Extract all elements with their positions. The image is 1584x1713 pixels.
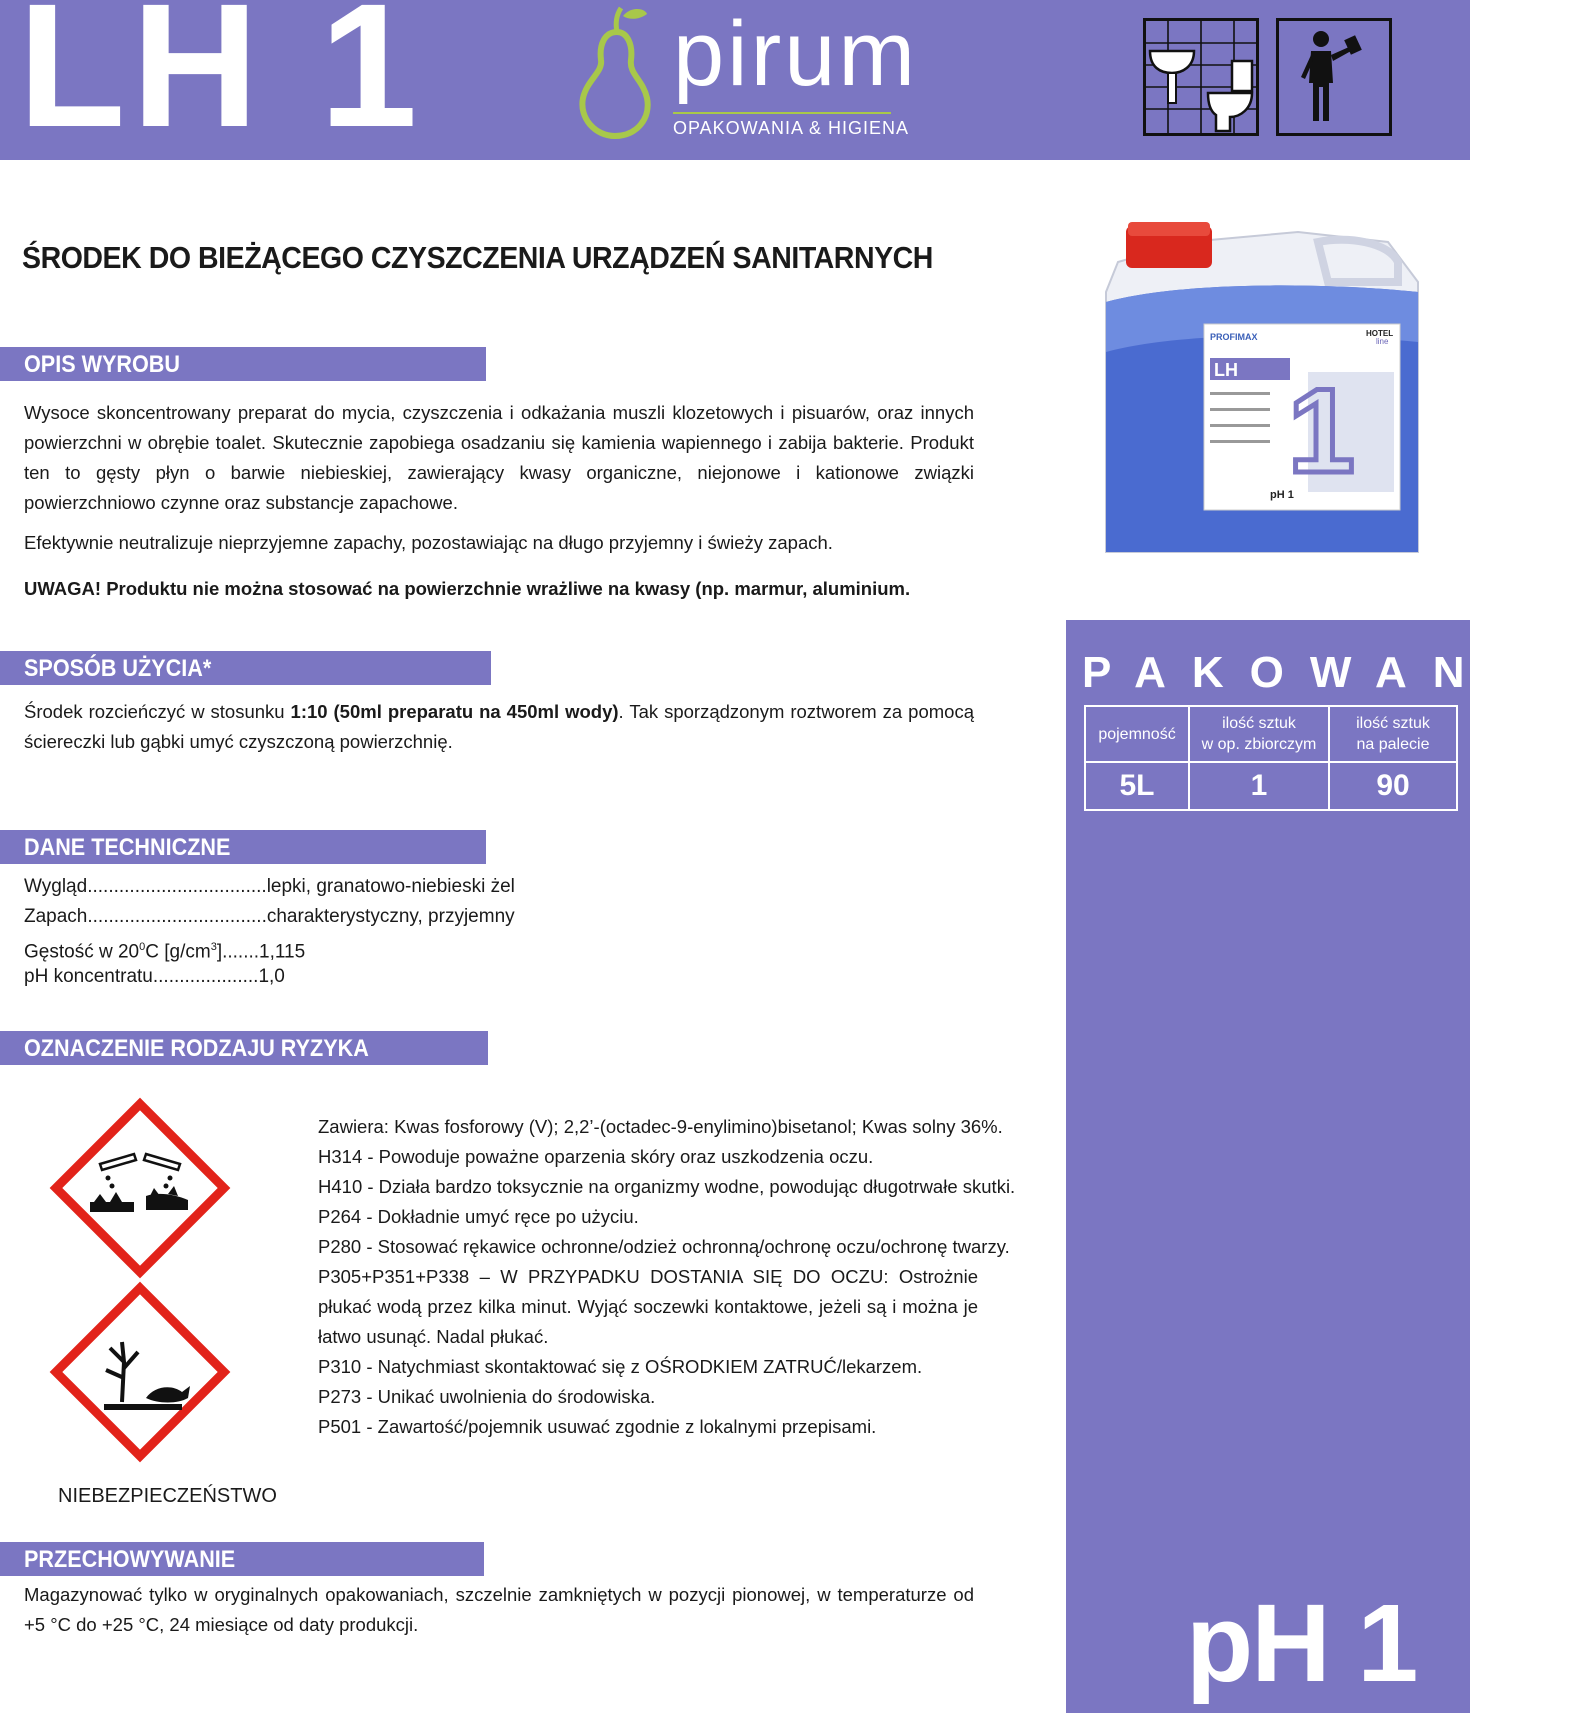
- product-canister-image: [1098, 222, 1428, 572]
- tech-superscript: 0: [139, 941, 146, 953]
- tech-leader: .......: [222, 941, 260, 963]
- page-title: ŚRODEK DO BIEŻĄCEGO CZYSZCZENIA URZĄDZEŃ SANITARNYCH: [22, 240, 933, 275]
- usage-text-start: Środek rozcieńczyć w stosunku: [24, 701, 291, 722]
- tech-superscript: 3: [210, 941, 217, 953]
- canister-brand: PROFIMAX: [1210, 332, 1258, 342]
- storage-text: Magazynować tylko w oryginalnych opakowaniach, szczelnie zamkniętych w pozycji pionowej, w temperaturze od +5 °C do +25 °C, 24 miesiące od daty produkcji.: [24, 1584, 974, 1635]
- col-box-header: [1189, 706, 1329, 762]
- canister-line-sub: line: [1376, 337, 1389, 346]
- toilet-sink-icon: [1143, 18, 1259, 136]
- dilution-ratio: 1:10 (50ml preparatu na 450ml wody): [290, 701, 619, 722]
- section-heading: SPOSÓB UŻYCIA*: [24, 655, 212, 682]
- section-heading: PRZECHOWYWANIE: [24, 1546, 236, 1573]
- description-paragraph: Wysoce skoncentrowany preparat do mycia, czyszczenia i odkażania muszli klozetowych i pisuarów, oraz innych powierzchni w obrębie toalet. Skutecznie zapobiega osadzaniu się kamienia wapiennego i zabija bakterie. Produkt ten to gęsty płyn o barwie niebieskiej, zawierający kwasy organiczne, niejonowe i kationowe związki powierzchniowo czynne oraz substancje zapachowe.: [24, 402, 974, 513]
- tech-label: pH koncentratu: [24, 966, 153, 987]
- usage-text: [24, 697, 974, 757]
- section-bar-storage: [0, 1542, 484, 1576]
- section-bar-description: [0, 347, 486, 381]
- tech-label: Gęstość w 20: [24, 941, 140, 963]
- tech-label: Wygląd: [24, 876, 88, 897]
- box-qty-value: 1: [1189, 762, 1329, 810]
- col-capacity-header: pojemność: [1085, 706, 1189, 762]
- hazard-statements: [318, 1112, 1016, 1442]
- section-heading: DANE TECHNICZNE: [24, 834, 231, 861]
- ph-label: pH 1: [1186, 1582, 1417, 1705]
- pallet-qty-value: 90: [1329, 762, 1457, 810]
- brand-logo: [565, 0, 945, 150]
- tech-leader: ..................................: [87, 876, 267, 897]
- tech-leader: ..................................: [87, 906, 267, 927]
- warning-text: UWAGA! Produktu nie można stosować na powierzchnie wrażliwe na kwasy (np. marmur, aluminium.: [24, 578, 911, 599]
- header-line: ilość sztuk: [1222, 715, 1296, 732]
- tech-label: Zapach: [24, 906, 88, 927]
- packaging-table: [1084, 705, 1458, 811]
- canister-line: HOTEL: [1366, 329, 1394, 338]
- hazard-line: H314 - Powoduje poważne oparzenia skóry oraz uszkodzenia oczu.: [318, 1146, 874, 1167]
- hazard-line: P305+P351+P338 – W PRZYPADKU DOSTANIA SIĘ DO OCZU: Ostrożnie płukać wodą przez kilka minut. Wyjąć soczewki kontaktowe, jeżeli są i można je łatwo usunąć. Nadal płukać.: [318, 1266, 978, 1347]
- usage-text-end: . Tak sporządzonym roztworem za pomocą ściereczki lub gąbki umyć czyszczoną powierzchnię.: [24, 701, 974, 752]
- canister-number: 1: [1288, 364, 1355, 498]
- section-bar-technical: [0, 830, 486, 864]
- packaging-panel: [1066, 620, 1584, 1713]
- technical-row: [24, 872, 515, 902]
- header-line: na palecie: [1356, 736, 1430, 753]
- hazard-line: P273 - Unikać uwolnienia do środowiska.: [318, 1386, 656, 1407]
- brand-name: pirum: [673, 3, 919, 105]
- tech-label-part: C [g/cm: [145, 941, 211, 963]
- header-line: w op. zbiorczym: [1201, 736, 1317, 753]
- tech-label-part: ]: [216, 941, 223, 963]
- hazard-line: P264 - Dokładnie umyć ręce po użyciu.: [318, 1206, 639, 1227]
- canister-ph: pH 1: [1270, 489, 1294, 501]
- section-bar-hazard: [0, 1031, 488, 1065]
- person-spraying-icon: [1276, 18, 1392, 136]
- packaging-heading: PAKOWANIE: [1082, 648, 1584, 697]
- section-heading: OPIS WYROBU: [24, 351, 181, 378]
- pear-icon: [565, 2, 665, 142]
- product-code: LH 1: [18, 0, 424, 164]
- technical-row: [24, 962, 285, 992]
- capacity-value: 5L: [1085, 762, 1189, 810]
- section-heading: OZNACZENIE RODZAJU RYZYKA: [24, 1035, 369, 1062]
- tech-leader: ....................: [152, 966, 259, 987]
- hazard-line: P310 - Natychmiast skontaktować się z OŚRODKIEM ZATRUĆ/lekarzem.: [318, 1356, 923, 1377]
- tech-value: 1,0: [258, 966, 285, 987]
- brand-tagline: OPAKOWANIA & HIGIENA: [673, 118, 910, 138]
- col-pallet-header: [1329, 706, 1457, 762]
- corrosive-ghs-icon: [50, 1098, 230, 1278]
- signal-word: NIEBEZPIECZEŃSTWO: [58, 1485, 277, 1507]
- tech-value: 1,115: [259, 941, 306, 963]
- hazard-line: P501 - Zawartość/pojemnik usuwać zgodnie z lokalnymi przepisami.: [318, 1416, 877, 1437]
- hazard-line: P280 - Stosować rękawice ochronne/odzież ochronną/ochronę oczu/ochronę twarzy.: [318, 1236, 1010, 1257]
- brand-divider: [673, 112, 891, 114]
- tech-value: lepki, granatowo-niebieski żel: [266, 876, 515, 897]
- tech-value: charakterystyczny, przyjemny: [266, 906, 515, 927]
- environment-ghs-icon: [50, 1282, 230, 1462]
- technical-row: [24, 902, 515, 932]
- canister-code: LH: [1214, 360, 1238, 380]
- hazard-line: H410 - Działa bardzo toksycznie na organizmy wodne, powodując długotrwałe skutki.: [318, 1176, 1016, 1197]
- header-line: ilość sztuk: [1356, 715, 1430, 732]
- section-bar-usage: [0, 651, 491, 685]
- description-paragraph-2: Efektywnie neutralizuje nieprzyjemne zapachy, pozostawiając na długo przyjemny i świeży zapach.: [24, 532, 833, 553]
- hazard-line: Zawiera: Kwas fosforowy (V); 2,2’-(octadec-9-enylimino)bisetanol; Kwas solny 36%.: [318, 1116, 1003, 1137]
